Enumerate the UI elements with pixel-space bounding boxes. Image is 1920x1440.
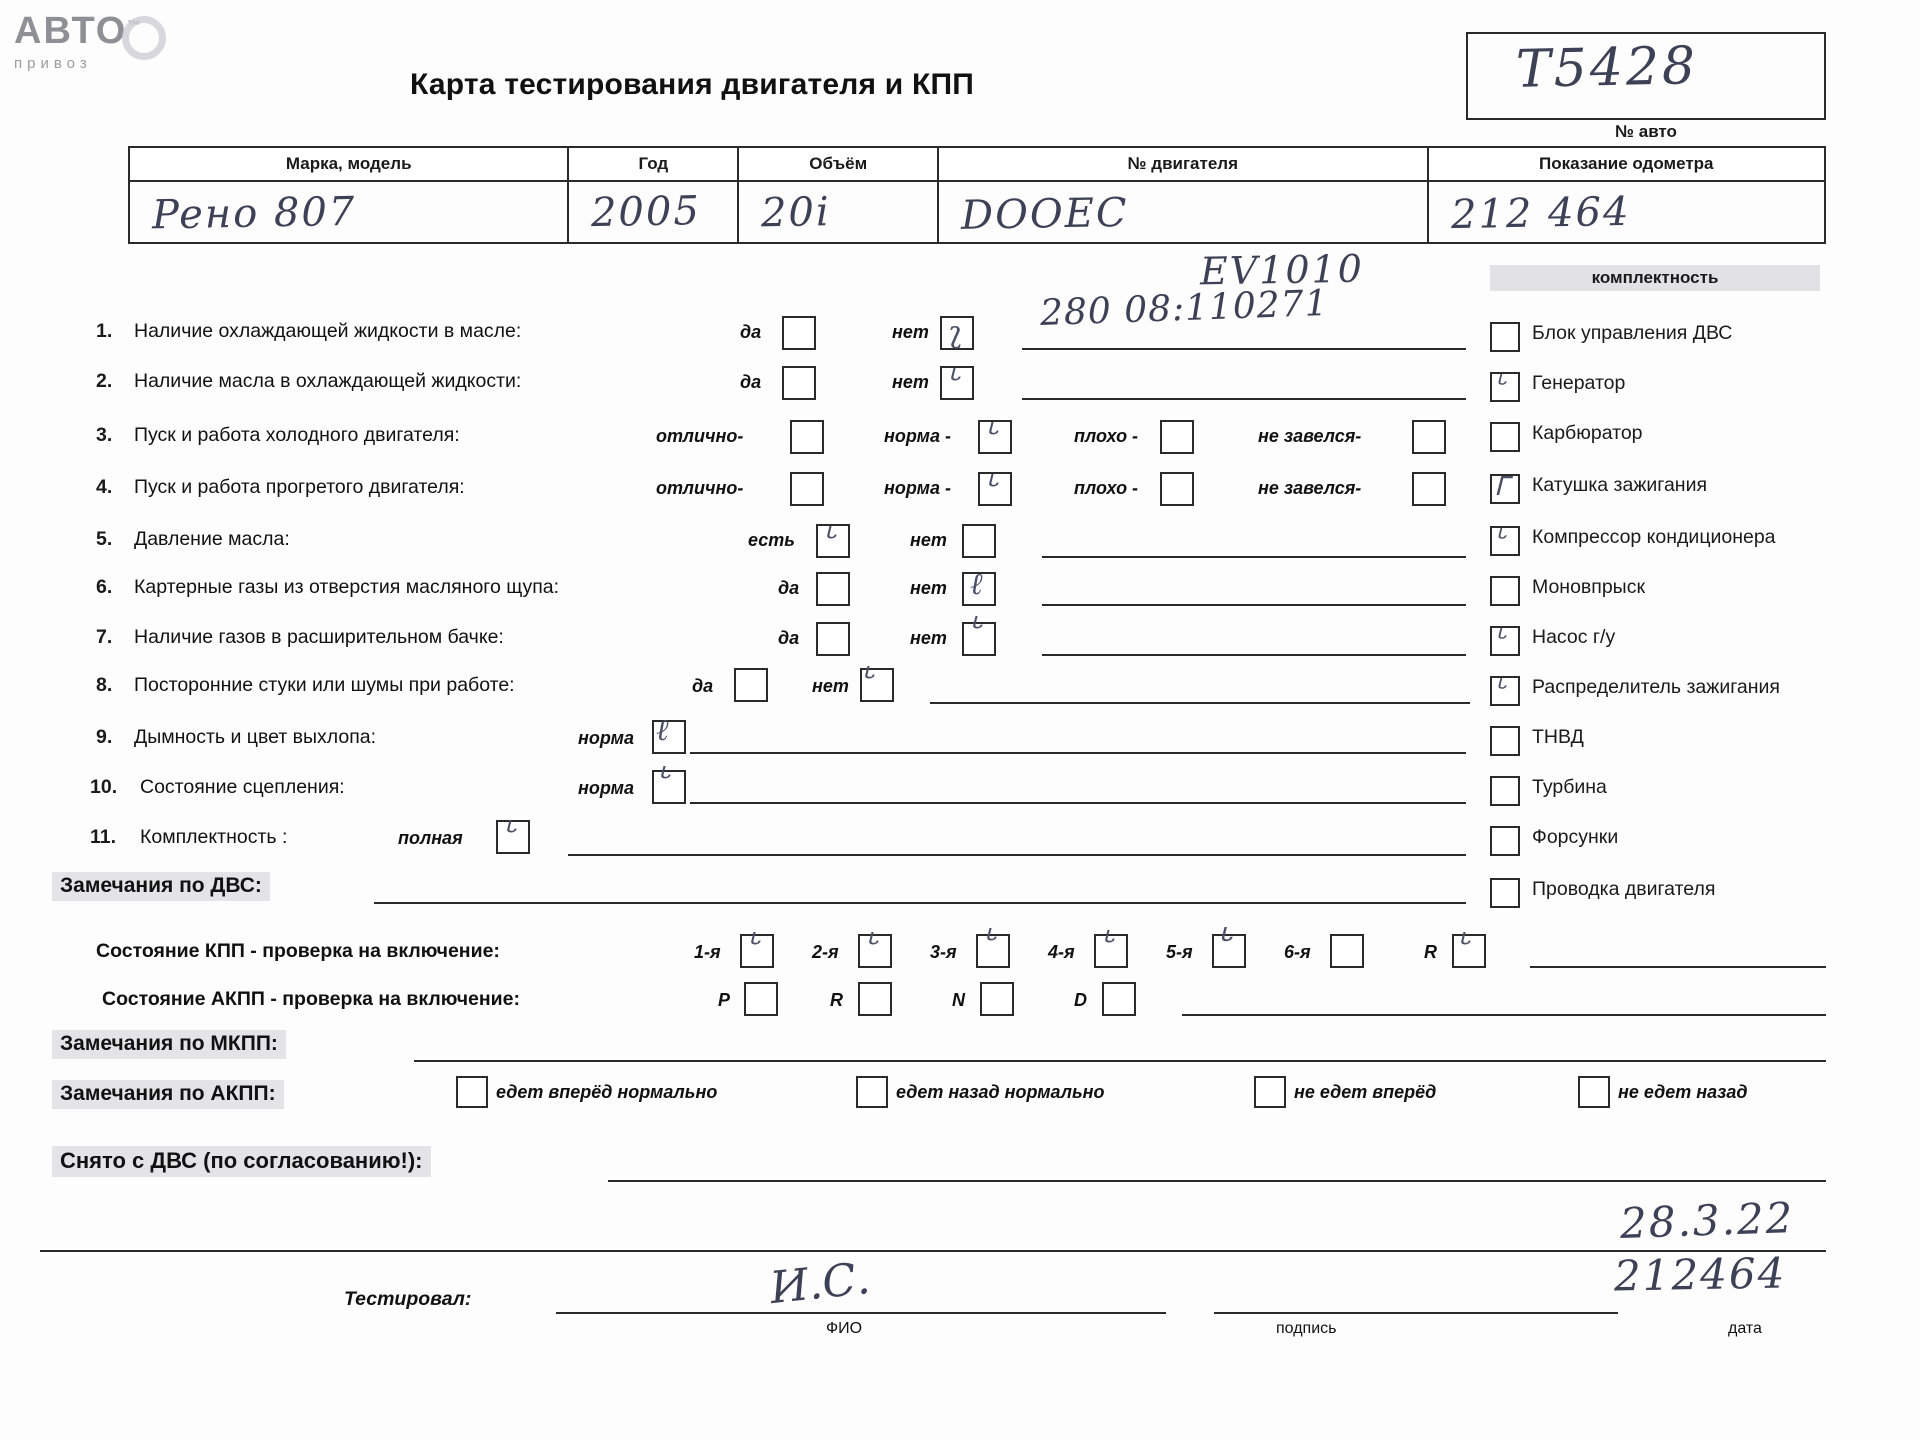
akpp-option-no-reverse-label: не едет назад	[1618, 1082, 1748, 1102]
dvs-notes-line[interactable]	[374, 902, 1466, 904]
question-4-tick: ᒡ	[984, 469, 998, 504]
checklist-checkbox-monoinjection[interactable]	[1490, 576, 1520, 606]
question-3-option-nostart: не завелся-	[1258, 426, 1362, 446]
question-5-option-no: нет	[910, 530, 947, 550]
question-6-number: 6.	[96, 576, 113, 598]
logo-brand: АВТО	[14, 10, 128, 52]
checklist-label-turbine: Турбина	[1532, 776, 1607, 798]
question-4-option-bad: плохо -	[1074, 478, 1139, 498]
fio-label: ФИО	[826, 1320, 863, 1337]
date-handwritten-1: 28.3.22	[1619, 1192, 1796, 1249]
gear-3-tick: ᒡ	[982, 923, 996, 958]
question-5-note-line[interactable]	[1042, 556, 1466, 558]
checklist-checkbox-tnvd[interactable]	[1490, 726, 1520, 756]
gear-6-label: 6-я	[1284, 942, 1311, 962]
question-9-option-normal: норма	[578, 728, 634, 748]
logo-subtitle: привоз	[14, 55, 92, 72]
akpp-n-label: N	[952, 990, 965, 1010]
td-engine-number[interactable]	[938, 181, 1427, 243]
question-7-tick: ᒡ	[968, 611, 982, 646]
question-3-option-normal: норма -	[884, 426, 951, 446]
th-year: Год	[568, 147, 738, 181]
value-odometer: 212 464	[1450, 188, 1631, 239]
table-header-row	[129, 147, 1825, 181]
question-5-tick: ᒡ	[822, 521, 836, 556]
question-8-checkbox-yes[interactable]	[734, 668, 768, 702]
akpp-option-reverse-ok-checkbox[interactable]	[856, 1076, 888, 1108]
checklist-checkbox-carburetor[interactable]	[1490, 422, 1520, 452]
question-10-tick: ᒡ	[656, 761, 670, 796]
signature-line[interactable]	[1214, 1312, 1618, 1314]
question-9-text: Дымность и цвет выхлопа:	[134, 726, 377, 748]
question-10-number: 10.	[90, 776, 118, 798]
akpp-option-forward-ok-checkbox[interactable]	[456, 1076, 488, 1108]
gear-2-tick: ᒡ	[864, 927, 878, 962]
question-11-tick: ᒡ	[502, 815, 516, 850]
section-removed-label: Снято с ДВС (по согласованию!):	[52, 1146, 431, 1177]
gear-1-tick: ᒡ	[746, 927, 760, 962]
question-5-number: 5.	[96, 528, 113, 550]
page-title: Карта тестирования двигателя и КПП	[410, 68, 974, 101]
kpp-check-label: Состояние КПП - проверка на включение:	[96, 940, 500, 962]
question-8-number: 8.	[96, 674, 113, 696]
date-handwritten-2: 212464	[1613, 1248, 1787, 1301]
value-volume: 20i	[760, 189, 832, 237]
question-1-tick: ʅ	[948, 315, 963, 350]
td-odometer[interactable]	[1428, 181, 1825, 243]
akpp-option-no-forward-checkbox[interactable]	[1254, 1076, 1286, 1108]
avtoprivoz-logo	[14, 10, 189, 90]
checklist-item-generator[interactable]	[1490, 370, 1830, 410]
annotation-engine-extra-1: EV1010	[1199, 246, 1365, 294]
checklist-label-monoinjection: Моновпрыск	[1532, 576, 1645, 598]
signature-label: подпись	[1276, 1320, 1337, 1337]
mkpp-gear-note-line[interactable]	[1530, 966, 1826, 968]
question-6-checkbox-yes[interactable]	[816, 572, 850, 606]
th-engine-number: № двигателя	[938, 147, 1427, 181]
td-make-model[interactable]	[129, 181, 568, 243]
value-year: 2005	[591, 188, 702, 237]
question-9-number: 9.	[96, 726, 113, 748]
question-4-text: Пуск и работа прогретого двигателя:	[134, 476, 465, 498]
section-mkpp-notes-label: Замечания по МКПП:	[52, 1030, 286, 1059]
akpp-r-label: R	[830, 990, 843, 1010]
checklist-item-distributor[interactable]	[1490, 674, 1830, 714]
th-odometer: Показание одометра	[1428, 147, 1825, 181]
question-1-note-line[interactable]	[1022, 348, 1466, 350]
checklist-tick-distributor: ᒡ	[1494, 674, 1506, 704]
gear-2-label: 2-я	[812, 942, 839, 962]
annotation-engine-extra-2: 280 08:110271	[1039, 282, 1330, 335]
checklist-checkbox-turbine[interactable]	[1490, 776, 1520, 806]
section-dvs-notes-label: Замечания по ДВС:	[52, 872, 270, 901]
question-1-option-yes: да	[740, 322, 762, 342]
checklist-label-power-steering-pump: Насос г/у	[1532, 626, 1616, 648]
gear-6-checkbox[interactable]	[1330, 934, 1364, 968]
question-11-text: Комплектность :	[140, 826, 288, 848]
question-1-number: 1.	[96, 320, 113, 342]
question-2-checkbox-yes[interactable]	[782, 366, 816, 400]
question-5-text: Давление масла:	[134, 528, 290, 550]
question-2-tick: ᒡ	[946, 363, 960, 398]
vehicle-info-table	[128, 146, 1826, 244]
question-10-option-normal: норма	[578, 778, 634, 798]
question-2-text: Наличие масла в охлаждающей жидкости:	[134, 370, 522, 392]
th-make-model: Марка, модель	[129, 147, 568, 181]
removed-line-2[interactable]	[40, 1250, 1826, 1252]
table-value-row	[129, 181, 1825, 243]
question-8-option-no: нет	[812, 676, 849, 696]
question-3-option-bad: плохо -	[1074, 426, 1139, 446]
question-7-checkbox-yes[interactable]	[816, 622, 850, 656]
question-7-note-line[interactable]	[1042, 654, 1466, 656]
akpp-check-label: Состояние АКПП - проверка на включение:	[102, 988, 520, 1010]
gear-5-tick: ᒡ	[1216, 921, 1231, 961]
question-3-number: 3.	[96, 424, 113, 446]
question-3-option-excellent: отлично-	[656, 426, 744, 446]
checklist-label-ignition-coil: Катушка зажигания	[1532, 474, 1708, 496]
checklist-checkbox-engine-wiring[interactable]	[1490, 878, 1520, 908]
checklist-item-ignition-coil[interactable]	[1490, 472, 1830, 512]
question-5-checkbox-no[interactable]	[962, 524, 996, 558]
gear-3-label: 3-я	[930, 942, 957, 962]
question-4-checkbox-nostart[interactable]	[1412, 472, 1446, 506]
question-9-tick: ℓ	[656, 713, 669, 748]
question-11-option-full: полная	[398, 828, 463, 848]
gear-5-label: 5-я	[1166, 942, 1193, 962]
akpp-p-checkbox[interactable]	[744, 982, 778, 1016]
akpp-n-checkbox[interactable]	[980, 982, 1014, 1016]
removed-line-1[interactable]	[608, 1180, 1826, 1182]
checklist-item-tnvd[interactable]	[1490, 724, 1830, 764]
checklist-checkbox-injectors[interactable]	[1490, 826, 1520, 856]
checklist-item-ac-compressor[interactable]	[1490, 524, 1830, 564]
akpp-p-label: P	[718, 990, 731, 1010]
question-1-checkbox-yes[interactable]	[782, 316, 816, 350]
checklist-item-engine-wiring[interactable]	[1490, 876, 1830, 916]
logo-ring-icon	[122, 16, 166, 60]
question-6-text: Картерные газы из отверстия масляного щупа:	[134, 576, 560, 598]
checklist-item-turbine[interactable]	[1490, 774, 1830, 814]
section-akpp-notes-label: Замечания по АКПП:	[52, 1080, 284, 1109]
question-3-checkbox-bad[interactable]	[1160, 420, 1194, 454]
date-label: дата	[1728, 1320, 1762, 1337]
tested-by-label: Тестировал:	[344, 1288, 472, 1310]
checklist-tick-ac-compressor: ᒡ	[1494, 524, 1506, 554]
question-3-tick: ᒡ	[984, 417, 998, 452]
value-make-model: Peнo 807	[151, 188, 357, 239]
td-volume[interactable]	[738, 181, 938, 243]
question-10-text: Состояние сцепления:	[140, 776, 345, 798]
akpp-option-forward-ok-label: едет вперёд нормально	[496, 1082, 718, 1102]
gear-4-label: 4-я	[1048, 942, 1075, 962]
checklist-label-carburetor: Карбюратор	[1532, 422, 1643, 444]
question-2-option-no: нет	[892, 372, 929, 392]
question-7-option-no: нет	[910, 628, 947, 648]
question-4-checkbox-bad[interactable]	[1160, 472, 1194, 506]
question-4-number: 4.	[96, 476, 113, 498]
completeness-header: комплектность	[1490, 265, 1820, 291]
vehicle-number-label: № авто	[1615, 122, 1677, 141]
checklist-label-distributor: Распределитель зажигания	[1532, 676, 1780, 698]
signature-handwritten: И.С.	[767, 1252, 873, 1315]
question-6-note-line[interactable]	[1042, 604, 1466, 606]
akpp-d-label: D	[1074, 990, 1087, 1010]
question-7-number: 7.	[96, 626, 113, 648]
question-4-option-normal: норма -	[884, 478, 951, 498]
question-7-text: Наличие газов в расширительном бачке:	[134, 626, 504, 648]
akpp-d-checkbox[interactable]	[1102, 982, 1136, 1016]
checklist-label-injectors: Форсунки	[1532, 826, 1619, 848]
td-year[interactable]	[568, 181, 738, 243]
checklist-item-carburetor[interactable]	[1490, 420, 1830, 460]
question-11-note-line[interactable]	[568, 854, 1466, 856]
question-8-tick: ᒡ	[860, 661, 874, 696]
question-3-checkbox-excellent[interactable]	[790, 420, 824, 454]
checklist-tick-power-steering-pump: ᒡ	[1494, 624, 1506, 654]
gear-r-tick: ᒡ	[1456, 927, 1470, 962]
question-6-option-yes: да	[778, 578, 800, 598]
checklist-label-tnvd: ТНВД	[1532, 726, 1584, 748]
th-volume: Объём	[738, 147, 938, 181]
checklist-item-monoinjection[interactable]	[1490, 574, 1830, 614]
vehicle-number-value: Т5428	[1515, 36, 1699, 100]
checklist-item-injectors[interactable]	[1490, 824, 1830, 864]
question-4-option-excellent: отлично-	[656, 478, 744, 498]
question-1-text: Наличие охлаждающей жидкости в масле:	[134, 320, 522, 342]
gear-1-label: 1-я	[694, 942, 721, 962]
question-4-option-nostart: не завелся-	[1258, 478, 1362, 498]
checklist-label-ac-compressor: Компрессор кондиционера	[1532, 526, 1776, 548]
akpp-option-no-forward-label: не едет вперёд	[1294, 1082, 1437, 1102]
checklist-item-power-steering-pump[interactable]	[1490, 624, 1830, 664]
gear-4-tick: ᒡ	[1100, 925, 1114, 960]
question-7-option-yes: да	[778, 628, 800, 648]
fio-line[interactable]	[556, 1312, 1166, 1314]
question-11-number: 11.	[90, 826, 117, 848]
checklist-label-generator: Генератор	[1532, 372, 1626, 394]
question-10-note-line[interactable]	[690, 802, 1466, 804]
gear-r-label: R	[1424, 942, 1437, 962]
question-9-note-line[interactable]	[690, 752, 1466, 754]
checklist-label-engine-wiring: Проводка двигателя	[1532, 878, 1716, 900]
checklist-tick-ignition-coil: ᒥ	[1494, 472, 1509, 502]
mkpp-notes-line[interactable]	[414, 1060, 1826, 1062]
question-8-option-yes: да	[692, 676, 714, 696]
akpp-gear-note-line[interactable]	[1182, 1014, 1826, 1016]
logo-tm: ™	[127, 17, 143, 33]
question-8-text: Посторонние стуки или шумы при работе:	[134, 674, 515, 696]
question-2-option-yes: да	[740, 372, 762, 392]
question-3-checkbox-nostart[interactable]	[1412, 420, 1446, 454]
question-2-number: 2.	[96, 370, 113, 392]
checklist-label-ecu: Блок управления ДВС	[1532, 322, 1733, 344]
checklist-item-ecu[interactable]	[1490, 320, 1830, 360]
question-3-text: Пуск и работа холодного двигателя:	[134, 424, 460, 446]
checklist-tick-generator: ᒡ	[1494, 370, 1506, 400]
akpp-option-no-reverse-checkbox[interactable]	[1578, 1076, 1610, 1108]
question-1-option-no: нет	[892, 322, 929, 342]
question-5-option-yes: есть	[748, 530, 795, 550]
akpp-r-checkbox[interactable]	[858, 982, 892, 1016]
value-engine-number: DOOEC	[960, 189, 1129, 239]
question-6-option-no: нет	[910, 578, 947, 598]
question-2-note-line[interactable]	[1022, 398, 1466, 400]
akpp-option-reverse-ok-label: едет назад нормально	[896, 1082, 1105, 1102]
question-8-note-line[interactable]	[930, 702, 1470, 704]
question-6-tick: ℓ	[970, 567, 983, 602]
question-4-checkbox-excellent[interactable]	[790, 472, 824, 506]
checklist-checkbox-ecu[interactable]	[1490, 322, 1520, 352]
